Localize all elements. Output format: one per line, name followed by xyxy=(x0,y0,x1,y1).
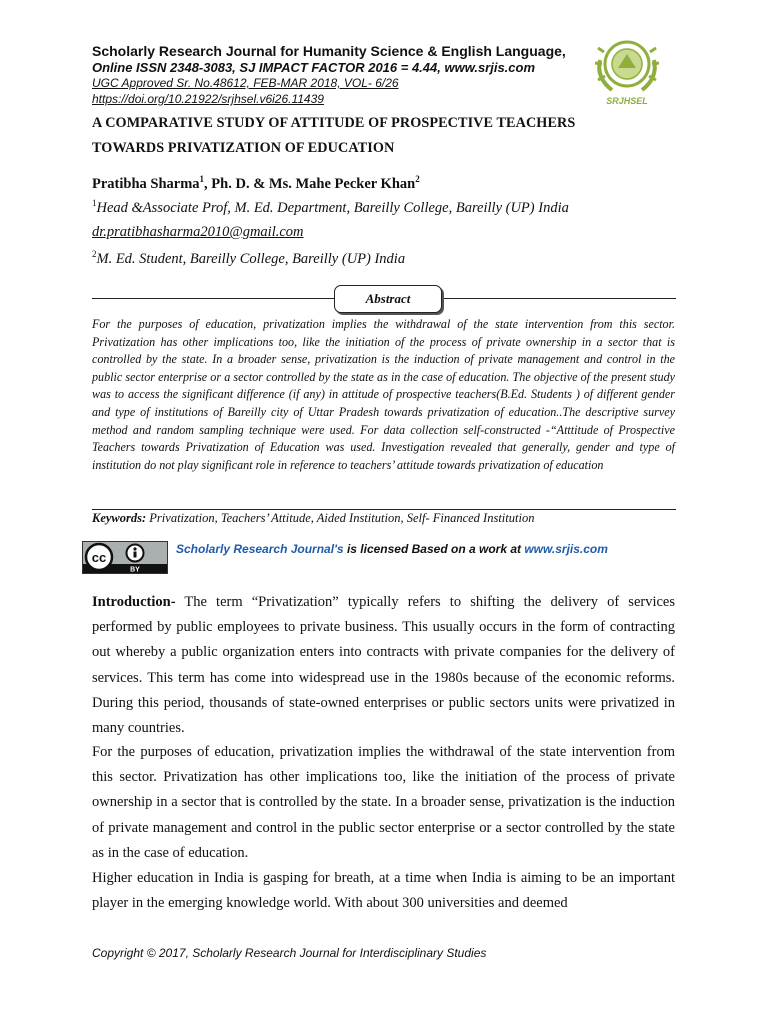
license-middle-text: is licensed Based on a work at xyxy=(343,542,525,556)
affiliation-2 xyxy=(92,249,405,268)
ugc-approval-line: UGC Approved Sr. No.48612, FEB-MAR 2018, VOL- 6/26 xyxy=(92,76,399,90)
journal-name-line: Scholarly Research Journal for Humanity Science & English Language, xyxy=(92,43,566,59)
cc-by-label: BY xyxy=(130,566,140,573)
author-1: Pratibha Sharma xyxy=(92,175,200,192)
author-2-sup: 2 xyxy=(415,174,420,184)
abstract-text: For the purposes of education, privatization implies the withdrawal of the state intervention from this sector. Privatization has other implications too, like the initiation of the process of private ownership in a sector that is controlled by the state. In a broader sense, privatization is the induction of private management and control in the public sector enterprise or a sector controlled by the state as in the case of education. The objective of the present study was to access the significant difference (if any) in attitude of prospective teachers(B.Ed. Students ) of different gender and type of institutions of Bareilly city of Uttar Pradesh towards privatization of education..The descriptive survey method and random sampling technique were used. For data collection self-constructed -“Atttitude of Prospective Teachers towards Privatization of Education was used. Investigation revealed that generally, gender and type of institution do not play significant role in reference to teachers’ attitude towards privatization of education xyxy=(92,317,675,472)
introduction-paragraph xyxy=(92,590,675,741)
copyright-footer: Copyright © 2017, Scholarly Research Journal for Interdisciplinary Studies xyxy=(92,946,487,960)
svg-text:cc: cc xyxy=(91,550,107,565)
keywords-divider xyxy=(92,509,676,510)
cc-by-icon xyxy=(83,542,167,573)
introduction-label: Introduction- xyxy=(92,594,176,610)
body-paragraph-2: For the purposes of education, privatization implies the withdrawal of the state intervention from this sector. Privatization has other implications too, like the initiation of the process of private ownership in a sector that is controlled by the state. In a broader sense, privatization is the induction of private management and control in the public sector enterprise or a sector controlled by the state as in the case of education. xyxy=(92,744,675,861)
license-journal-name: Scholarly Research Journal's xyxy=(176,542,344,556)
paper-title-line-1: A COMPARATIVE STUDY OF ATTITUDE OF PROSPECTIVE TEACHERS xyxy=(92,115,576,131)
issn-line: Online ISSN 2348-3083, SJ IMPACT FACTOR 2016 = 4.44, www.srjis.com xyxy=(92,60,536,75)
author-email-link[interactable]: dr.pratibhasharma2010@gmail.com xyxy=(92,224,304,240)
license-line xyxy=(176,542,608,556)
body-paragraph-3: Higher education in India is gasping for breath, at a time when India is aiming to be an important player in the emerging knowledge world. With about 300 universities and deemed xyxy=(92,870,675,912)
keywords-text: Privatization, Teachers’ Attitude, Aided Institution, Self- Financed Institution xyxy=(146,511,535,525)
keywords-label: Keywords: xyxy=(92,511,147,525)
introduction-text: The term “Privatization” typically refers to shifting the delivery of services performed by public employees to private business. This usually occurs in the form of contracting out whereby a public organization enters into contracts with private companies for the delivery of services. This term has come into widespread use in the 1980s because of the economic reforms. During this period, thousands of state-owned enterprises or public sectors units were privatized in many countries. xyxy=(92,594,675,737)
laurel-logo-icon xyxy=(590,30,664,110)
paper-title-line-2: TOWARDS PRIVATIZATION OF EDUCATION xyxy=(92,140,395,156)
author-middle: , Ph. D. & Ms. Mahe Pecker Khan xyxy=(204,175,416,192)
author-line xyxy=(92,174,420,193)
journal-logo xyxy=(590,30,664,110)
logo-text: SRJHSEL xyxy=(606,96,648,106)
affiliation-1-text: Head &Associate Prof, M. Ed. Department, Bareilly College, Bareilly (UP) India xyxy=(96,199,569,216)
affiliation-2-text: M. Ed. Student, Bareilly College, Bareilly (UP) India xyxy=(96,250,406,267)
doi-link[interactable]: https://doi.org/10.21922/srjhsel.v6i26.11439 xyxy=(92,92,324,106)
author-1-sup: 1 xyxy=(199,174,205,184)
affiliation-1-sup: 1 xyxy=(92,198,97,208)
license-url-link[interactable]: www.srjis.com xyxy=(524,542,608,556)
affiliation-1 xyxy=(92,198,569,217)
affiliation-2-sup: 2 xyxy=(92,249,97,259)
abstract-heading: Abstract xyxy=(334,285,442,313)
keywords-line xyxy=(92,511,534,526)
cc-license-badge[interactable] xyxy=(82,541,168,574)
